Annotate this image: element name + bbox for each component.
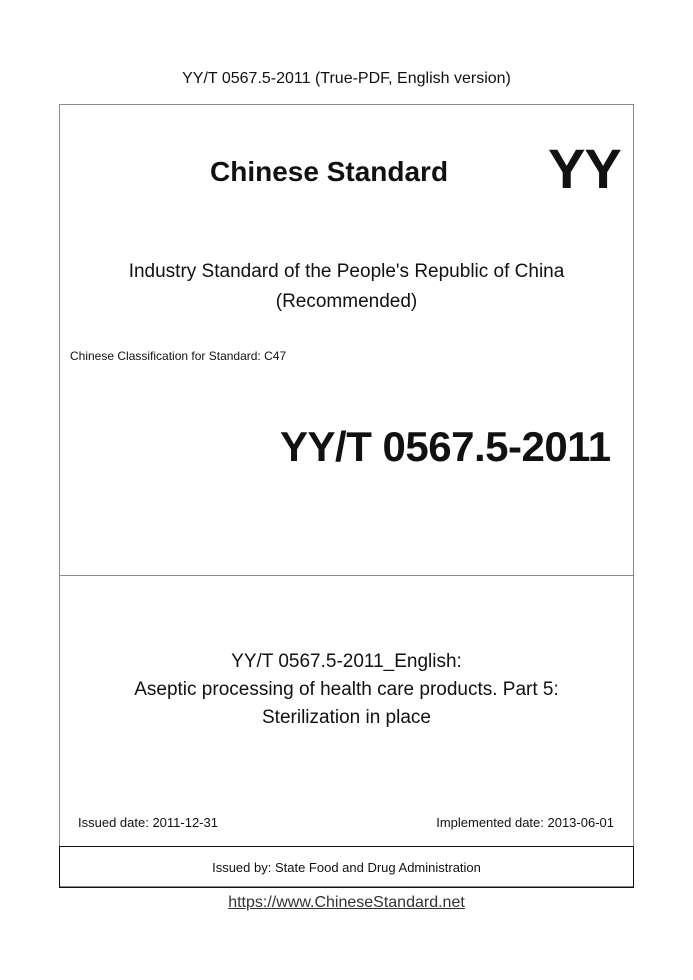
subtitle-line-2: (Recommended) xyxy=(275,291,418,312)
document-title-line-3: Sterilization in place xyxy=(262,707,431,728)
issued-date: Issued date: 2011-12-31 xyxy=(78,815,218,830)
standard-number: YY/T 0567.5-2011 xyxy=(280,423,611,470)
website-link[interactable]: https://www.ChineseStandard.net xyxy=(228,894,465,911)
document-title-line-2: Aseptic processing of health care products. Part 5: xyxy=(134,679,559,700)
cover-subtitle xyxy=(60,257,633,317)
cover-frame xyxy=(59,104,634,887)
document-title-line-1: YY/T 0567.5-2011_English: xyxy=(231,651,462,672)
page-header-title: YY/T 0567.5-2011 (True-PDF, English version) xyxy=(182,70,511,87)
standard-code-mark: YY xyxy=(548,137,621,200)
document-title xyxy=(60,648,633,732)
issuer-label: Issued by: State Food and Drug Administration xyxy=(212,859,481,875)
subtitle-line-1: Industry Standard of the People's Republic of China xyxy=(128,261,565,282)
cover-main-title: Chinese Standard xyxy=(210,156,449,187)
issuer-box xyxy=(59,846,634,888)
classification-label: Chinese Classification for Standard: C47 xyxy=(70,349,287,363)
cover-divider xyxy=(59,575,634,576)
implemented-date: Implemented date: 2013-06-01 xyxy=(436,815,614,830)
